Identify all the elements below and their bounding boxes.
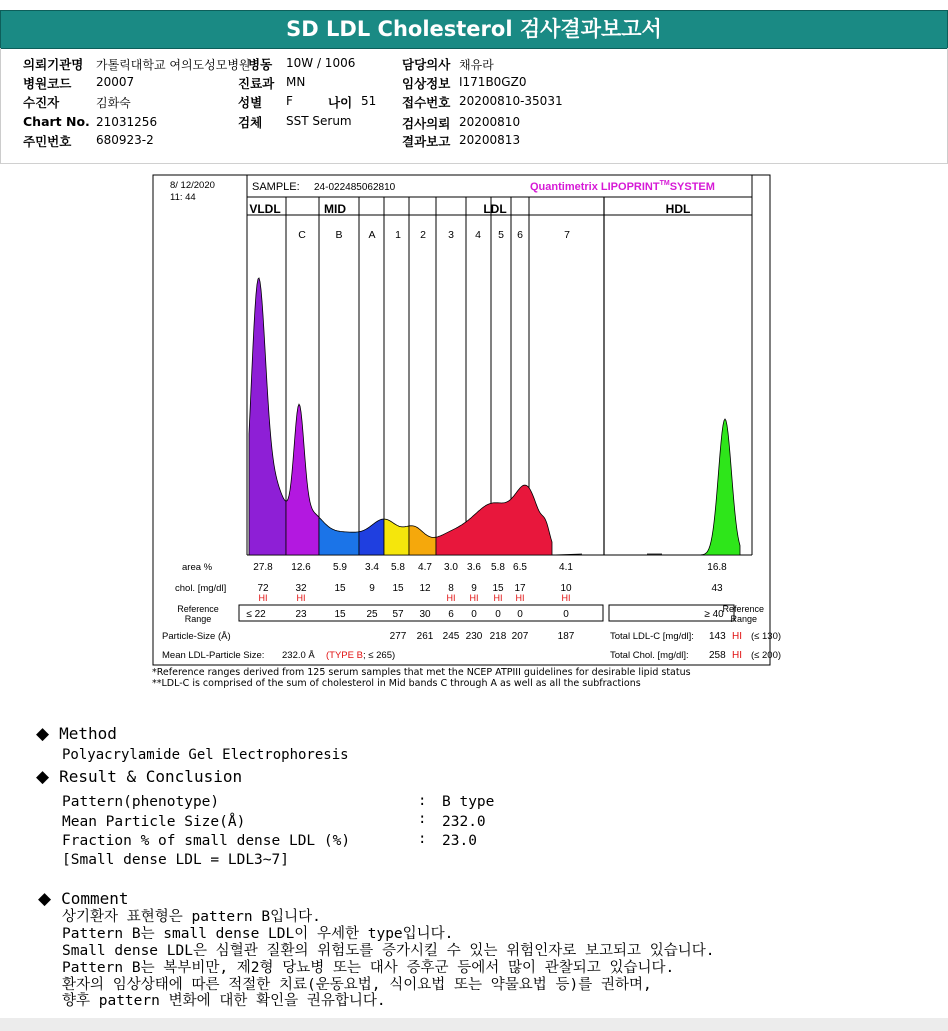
ref-value: 15 <box>334 609 346 620</box>
area-value: 3.6 <box>467 562 481 573</box>
ref-value: 23 <box>295 609 307 620</box>
comment-line: 환자의 임상상태에 따른 적절한 치료(운동요법, 식이요법 또는 약물요법 등)를 권하며, <box>62 977 652 993</box>
chol-row-label: chol. [mg/dl] <box>175 583 227 594</box>
chart-no-label: Chart No. <box>23 114 90 129</box>
result-colon: : <box>418 793 427 809</box>
particle-size-label: Particle-Size (Å) <box>162 631 231 642</box>
hospital-value: 가톨릭대학교 여의도성모병원 <box>96 58 251 72</box>
band-label: 5 <box>498 229 504 241</box>
clinical-label: 임상정보 <box>402 76 451 91</box>
area-row-label: area % <box>182 562 213 573</box>
chol-value: 12 <box>419 583 431 594</box>
specimen-value: SST Serum <box>286 114 352 128</box>
comment-heading-text: Comment <box>61 889 129 908</box>
note-line: **LDL-C is comprised of the sum of cholesterol in Mid bands C through A as well as all the subfractions <box>152 678 641 689</box>
chol-value: 8 <box>448 583 454 594</box>
specimen-label: 검체 <box>238 115 263 130</box>
type-b-label: (TYPE B <box>326 650 363 661</box>
particle-size-value: 207 <box>511 631 529 642</box>
area-value: 5.9 <box>333 562 347 573</box>
sample-label: SAMPLE: <box>252 181 300 193</box>
total-ldl-hi: HI <box>732 631 742 642</box>
chol-hi-flag: HI <box>258 593 268 603</box>
total-chol-label: Total Chol. [mg/dl]: <box>610 650 689 661</box>
particle-size-value: 187 <box>557 631 575 642</box>
ref-value: 0 <box>517 609 523 620</box>
result-label: Fraction % of small dense LDL (%) <box>62 833 351 849</box>
chol-value: 9 <box>369 583 375 594</box>
code-value: 20007 <box>96 75 135 89</box>
band-label: 6 <box>517 229 523 241</box>
result-label: Pattern(phenotype) <box>62 794 220 810</box>
ref-value: 57 <box>392 609 404 620</box>
result-heading <box>36 767 242 787</box>
ref-label-right: Range <box>730 614 757 624</box>
band-label: A <box>368 229 376 241</box>
comment-line: 향후 pattern 변화에 대한 확인을 권유합니다. <box>62 993 386 1009</box>
clinical-value: I171B0GZ0 <box>459 75 527 89</box>
diamond-bullet-icon: ◆ <box>36 724 50 744</box>
chol-hi-flag: HI <box>469 593 479 603</box>
patient-value: 김화숙 <box>96 96 131 110</box>
doctor-value: 채유라 <box>459 58 494 72</box>
result-value: B type <box>442 794 495 810</box>
report-date-label: 결과보고 <box>402 134 451 149</box>
chol-value: 32 <box>295 583 307 594</box>
chart-date: 8/ 12/2020 <box>170 180 215 191</box>
reference-notes <box>152 667 691 689</box>
band-label: B <box>335 229 343 241</box>
area-value: 3.0 <box>444 562 458 573</box>
age-label: 나이 <box>328 95 353 110</box>
lipoprint-chart <box>152 174 782 667</box>
receipt-value: 20200810-35031 <box>459 94 563 108</box>
chol-value: 15 <box>492 583 504 594</box>
chol-value: 43 <box>711 583 723 594</box>
diamond-bullet-icon: ◆ <box>36 767 50 787</box>
sample-value: 24-022485062810 <box>314 182 396 193</box>
result-note: [Small dense LDL = LDL3~7] <box>62 852 289 868</box>
area-value: 6.5 <box>513 562 527 573</box>
mid-label: MID <box>324 202 346 216</box>
ref-label-left: Range <box>184 614 212 624</box>
area-value: 4.7 <box>418 562 432 573</box>
ref-label-right: Reference <box>722 604 764 614</box>
chart-time: 11: 44 <box>170 192 196 203</box>
chart-frame <box>153 175 770 665</box>
total-ldl-ref: (≤ 130) <box>751 631 782 642</box>
request-value: 20200810 <box>459 115 521 129</box>
ward-value: 10W / 1006 <box>286 56 356 70</box>
report-title: SD LDL Cholesterol 검사결과보고서 <box>0 10 948 49</box>
comment-line: Pattern B는 small dense LDL이 우세한 type입니다. <box>62 926 454 942</box>
band-label: 2 <box>420 229 426 241</box>
system-name: Quantimetrix LIPOPRINT™SYSTEM <box>530 180 715 193</box>
particle-size-value: 245 <box>442 631 460 642</box>
band-label: 7 <box>564 229 570 241</box>
particle-size-value: 230 <box>465 631 483 642</box>
doctor-label: 담당의사 <box>402 57 451 72</box>
result-heading-text: Result & Conclusion <box>59 767 243 786</box>
chol-hi-flag: HI <box>561 593 571 603</box>
area-value: 5.8 <box>391 562 405 573</box>
sex-label: 성별 <box>238 95 263 110</box>
result-colon: : <box>418 831 427 847</box>
dept-value: MN <box>286 75 306 89</box>
patient-info-panel <box>0 48 948 164</box>
ref-value: 30 <box>419 609 431 620</box>
ldl-label: LDL <box>483 202 507 216</box>
chol-value: 15 <box>392 583 404 594</box>
area-value: 5.8 <box>491 562 505 573</box>
chol-hi-flag: HI <box>296 593 306 603</box>
ref-value: ≤ 22 <box>246 609 266 620</box>
comment-heading <box>38 889 129 909</box>
comment-line: Pattern B는 복부비만, 제2형 당뇨병 또는 대사 증후군 등에서 많이 관찰되고 있습니다. <box>62 960 675 976</box>
band-label: 1 <box>395 229 401 241</box>
particle-size-value: 261 <box>416 631 434 642</box>
band-label: C <box>298 229 306 241</box>
receipt-label: 접수번호 <box>402 95 451 110</box>
vldl-label: VLDL <box>249 202 281 216</box>
footer-bar <box>0 1018 948 1031</box>
type-limit: ; ≤ 265) <box>363 650 396 661</box>
band-label: 4 <box>475 229 481 241</box>
id-label: 주민번호 <box>23 134 72 149</box>
ref-label-left: Reference <box>177 604 219 614</box>
ref-value: 0 <box>563 609 569 620</box>
chol-value: 17 <box>514 583 526 594</box>
ref-value: 0 <box>471 609 477 620</box>
patient-label: 수진자 <box>23 95 60 110</box>
ref-value: 25 <box>366 609 378 620</box>
comment-line: Small dense LDL은 심혈관 질환의 위험도를 증가시킬 수 있는 위험인자로 보고되고 있습니다. <box>62 943 715 959</box>
total-chol-hi: HI <box>732 650 742 661</box>
particle-size-value: 218 <box>489 631 507 642</box>
mean-size-label: Mean LDL-Particle Size: <box>162 650 265 661</box>
total-ldl-label: Total LDL-C [mg/dl]: <box>610 631 694 642</box>
band-label: 3 <box>448 229 454 241</box>
particle-size-value: 277 <box>389 631 407 642</box>
sex-value: F <box>286 94 293 108</box>
id-value: 680923-2 <box>96 133 154 147</box>
area-value: 4.1 <box>559 562 573 573</box>
result-colon: : <box>418 811 427 827</box>
area-value: 3.4 <box>365 562 379 573</box>
chart-no-value: 21031256 <box>96 115 158 129</box>
method-heading-text: Method <box>59 724 117 743</box>
dept-label: 진료과 <box>238 76 275 91</box>
area-value: 16.8 <box>707 562 727 573</box>
mean-size-value: 232.0 Å <box>282 650 315 661</box>
chol-hi-flag: HI <box>446 593 456 603</box>
result-value: 232.0 <box>442 814 486 830</box>
ward-label: 병동 <box>248 57 273 72</box>
ref-value: ≥ 40 <box>704 609 724 620</box>
ref-value: 6 <box>448 609 454 620</box>
code-label: 병원코드 <box>23 76 72 91</box>
total-ldl-value: 143 <box>709 631 726 642</box>
chol-hi-flag: HI <box>493 593 503 603</box>
chol-value: 15 <box>334 583 346 594</box>
age-value: 51 <box>361 94 377 108</box>
chol-value: 10 <box>560 583 572 594</box>
result-label: Mean Particle Size(Å) <box>62 814 246 830</box>
area-value: 27.8 <box>253 562 273 573</box>
hdl-label: HDL <box>665 202 691 216</box>
area-value: 12.6 <box>291 562 311 573</box>
comment-line: 상기환자 표현형은 pattern B입니다. <box>62 909 321 925</box>
chol-value: 9 <box>471 583 477 594</box>
chol-value: 72 <box>257 583 269 594</box>
ref-value: 0 <box>495 609 501 620</box>
diamond-bullet-icon: ◆ <box>38 889 52 909</box>
result-value: 23.0 <box>442 833 477 849</box>
total-chol-ref: (≤ 200) <box>751 650 782 661</box>
method-text: Polyacrylamide Gel Electrophoresis <box>62 747 349 763</box>
total-chol-value: 258 <box>709 650 726 661</box>
chol-hi-flag: HI <box>515 593 525 603</box>
request-label: 검사의뢰 <box>402 116 451 131</box>
method-heading <box>36 724 117 744</box>
report-date-value: 20200813 <box>459 133 521 147</box>
note-line: *Reference ranges derived from 125 serum samples that met the NCEP ATPIII guidelines for desirable lipid status <box>152 667 691 678</box>
hospital-label: 의뢰기관명 <box>23 57 84 72</box>
